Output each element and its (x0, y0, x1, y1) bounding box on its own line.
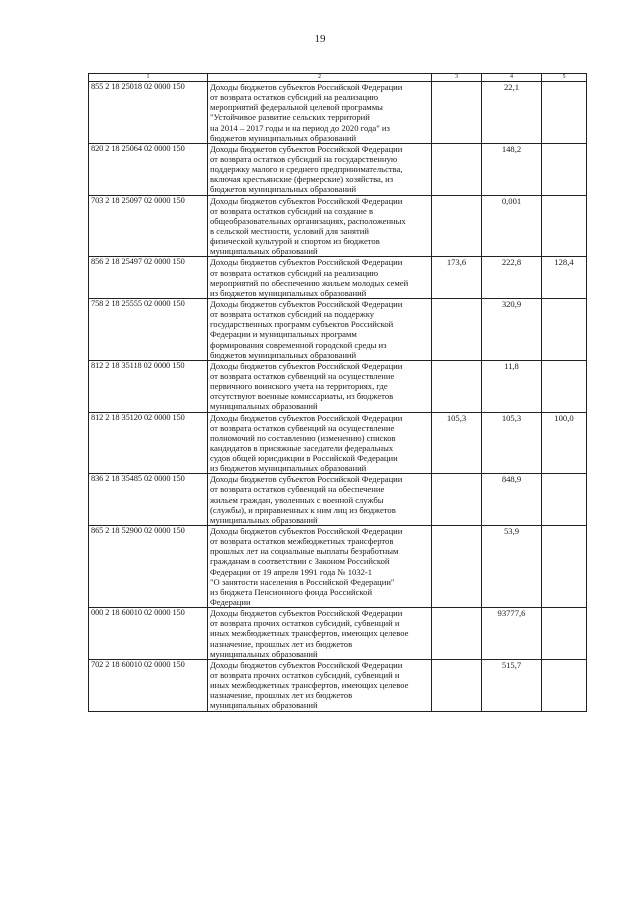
value-col3 (432, 659, 482, 711)
value-col3 (432, 360, 482, 412)
value-col3 (432, 526, 482, 608)
value-col5: 128,4 (542, 257, 587, 299)
table-row (89, 82, 587, 144)
column-header-1: 1 (89, 74, 208, 82)
value-col4: 105,3 (482, 412, 542, 474)
revenue-description: Доходы бюджетов субъектов Российской Федерации от возврата остатков субсидий на государственную поддержку малого и среднего предпринимательства, включая крестьянские (фермерские) хозяйства, из бюджетов муниципальных образований (208, 143, 432, 195)
budget-revenue-table (88, 73, 587, 712)
table-row (89, 360, 587, 412)
value-col3 (432, 608, 482, 660)
revenue-description: Доходы бюджетов субъектов Российской Федерации от возврата остатков субсидий на создание в общеобразовательных организациях, расположенных в сельской местности, условий для занятий физической культурой и спортом из бюджетов муниципальных образований (208, 195, 432, 257)
revenue-description: Доходы бюджетов субъектов Российской Федерации от возврата остатков межбюджетных трансфертов прошлых лет на социальные выплаты безработным гражданам в соответствии с Законом Российской Федерации от 19 апреля 1991 года № 1032-1 "О занятости населения в Российской Федерации" из бюджета Пенсионного фонда Российской Федерации (208, 526, 432, 608)
table-row (89, 143, 587, 195)
budget-code: 836 2 18 35485 02 0000 150 (89, 474, 208, 526)
revenue-description: Доходы бюджетов субъектов Российской Федерации от возврата остатков субвенций на обеспечение жильем граждан, уволенных с военной службы (службы), и приравненных к ним лиц из бюджетов муниципальных образований (208, 474, 432, 526)
value-col4: 320,9 (482, 298, 542, 360)
table-row (89, 257, 587, 299)
budget-code: 703 2 18 25097 02 0000 150 (89, 195, 208, 257)
table-row (89, 195, 587, 257)
value-col5 (542, 608, 587, 660)
value-col5 (542, 474, 587, 526)
revenue-description: Доходы бюджетов субъектов Российской Федерации от возврата прочих остатков субсидий, субвенций и иных межбюджетных трансфертов, имеющих целевое назначение, прошлых лет из бюджетов муниципальных образований (208, 608, 432, 660)
value-col4: 848,9 (482, 474, 542, 526)
column-header-2: 2 (208, 74, 432, 82)
table-row (89, 474, 587, 526)
value-col5 (542, 526, 587, 608)
value-col3: 105,3 (432, 412, 482, 474)
table-header-row (89, 74, 587, 82)
value-col4: 11,8 (482, 360, 542, 412)
revenue-description: Доходы бюджетов субъектов Российской Федерации от возврата прочих остатков субсидий, субвенций и иных межбюджетных трансфертов, имеющих целевое назначение, прошлых лет из бюджетов муниципальных образований (208, 659, 432, 711)
revenue-description: Доходы бюджетов субъектов Российской Федерации от возврата остатков субвенций на осуществление полномочий по составлению (изменению) списков кандидатов в присяжные заседатели федеральных судов общей юрисдикции в Российской Федерации из бюджетов муниципальных образований (208, 412, 432, 474)
value-col3 (432, 143, 482, 195)
table-row (89, 412, 587, 474)
budget-code: 000 2 18 60010 02 0000 150 (89, 608, 208, 660)
page-number: 19 (314, 33, 326, 45)
value-col4: 148,2 (482, 143, 542, 195)
value-col4: 22,1 (482, 82, 542, 144)
table-row (89, 659, 587, 711)
value-col5 (542, 298, 587, 360)
column-header-3: 3 (432, 74, 482, 82)
table-row (89, 298, 587, 360)
value-col5 (542, 143, 587, 195)
value-col4: 93777,6 (482, 608, 542, 660)
value-col4: 222,8 (482, 257, 542, 299)
budget-code: 865 2 18 52900 02 0000 150 (89, 526, 208, 608)
value-col3 (432, 298, 482, 360)
budget-code: 820 2 18 25064 02 0000 150 (89, 143, 208, 195)
value-col5 (542, 659, 587, 711)
value-col5 (542, 195, 587, 257)
value-col3 (432, 82, 482, 144)
budget-code: 812 2 18 35118 02 0000 150 (89, 360, 208, 412)
revenue-description: Доходы бюджетов субъектов Российской Федерации от возврата остатков субсидий на поддержку государственных программ субъектов Российской Федерации и муниципальных программ формирования современной городской среды из бюджетов муниципальных образований (208, 298, 432, 360)
table-row (89, 526, 587, 608)
table-row (89, 608, 587, 660)
column-header-5: 5 (542, 74, 587, 82)
value-col4: 0,001 (482, 195, 542, 257)
value-col3: 173,6 (432, 257, 482, 299)
value-col4: 515,7 (482, 659, 542, 711)
revenue-description: Доходы бюджетов субъектов Российской Федерации от возврата остатков субсидий на реализацию мероприятий федеральной целевой программы "Устойчивое развитие сельских территорий на 2014 – 2017 годы и на период до 2020 года" из бюджетов муниципальных образований (208, 82, 432, 144)
budget-code: 812 2 18 35120 02 0000 150 (89, 412, 208, 474)
budget-code: 855 2 18 25018 02 0000 150 (89, 82, 208, 144)
column-header-4: 4 (482, 74, 542, 82)
value-col5 (542, 82, 587, 144)
budget-code: 702 2 18 60010 02 0000 150 (89, 659, 208, 711)
value-col3 (432, 474, 482, 526)
revenue-description: Доходы бюджетов субъектов Российской Федерации от возврата остатков субвенций на осуществление первичного воинского учета на территориях, где отсутствуют военные комиссариаты, из бюджетов муниципальных образований (208, 360, 432, 412)
budget-code: 856 2 18 25497 02 0000 150 (89, 257, 208, 299)
value-col5: 100,0 (542, 412, 587, 474)
value-col5 (542, 360, 587, 412)
value-col4: 53,9 (482, 526, 542, 608)
budget-code: 758 2 18 25555 02 0000 150 (89, 298, 208, 360)
value-col3 (432, 195, 482, 257)
revenue-description: Доходы бюджетов субъектов Российской Федерации от возврата остатков субсидий на реализацию мероприятий по обеспечению жильем молодых семей из бюджетов муниципальных образований (208, 257, 432, 299)
